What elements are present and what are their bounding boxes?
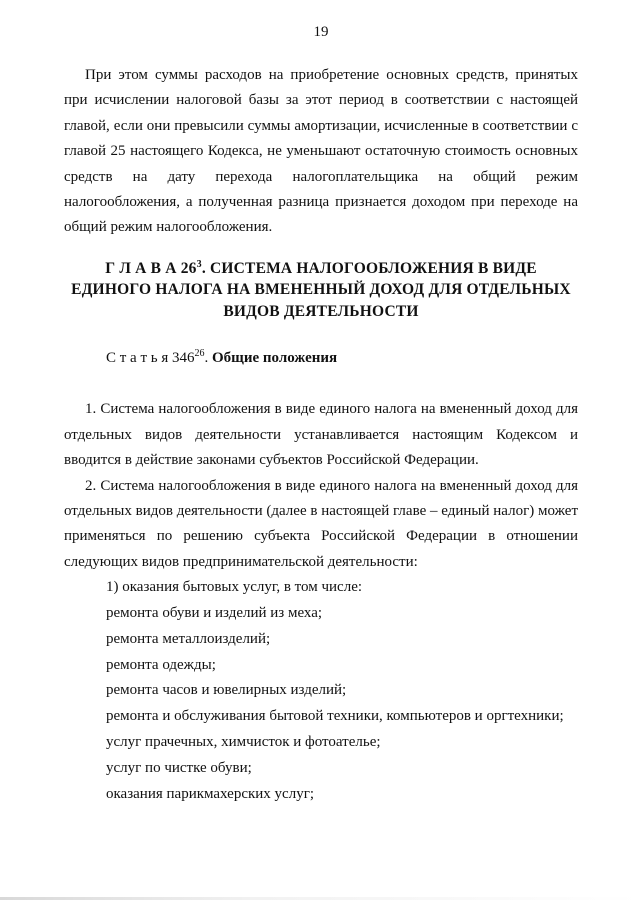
list-item: ремонта часов и ювелирных изделий; <box>106 682 347 699</box>
list-item: ремонта и обслуживания бытовой техники, компьютеров и оргтехники; <box>106 708 564 725</box>
page-number: 19 <box>313 24 329 40</box>
article-title: Общие положения <box>212 350 338 367</box>
article-number-superscript: 26 <box>194 348 205 360</box>
list-item: ремонта металлоизделий; <box>106 630 271 647</box>
article-body <box>64 397 578 807</box>
chapter-title: СИСТЕМА НАЛОГООБЛОЖЕНИЯ В ВИДЕ ЕДИНОГО НАЛОГА НА ВМЕНЕННЫЙ ДОХОД ДЛЯ ОТДЕЛЬНЫХ ВИДОВ ДЕЯТЕЛЬНОСТИ <box>71 259 571 320</box>
chapter-heading <box>64 258 578 323</box>
list-item: оказания парикмахерских услуг; <box>106 785 315 802</box>
article-separator: . <box>204 350 213 367</box>
list-item: услуг по чистке обуви; <box>106 759 252 776</box>
list-item: ремонта одежды; <box>106 656 216 673</box>
article-heading <box>64 346 578 371</box>
list-item: услуг прачечных, химчисток и фотоателье; <box>106 733 381 750</box>
chapter-label: Г Л А В А 26 <box>105 259 197 277</box>
list-item: ремонта обуви и изделий из меха; <box>106 604 323 621</box>
chapter-number-superscript: 3 <box>196 258 202 270</box>
chapter-separator: . <box>201 259 210 277</box>
paragraph-1: 1. Система налогообложения в виде единого налога на вмененный доход для отдельных видов деятельности устанавливается настоящим Кодексом и вводится в действие законами субъектов Российской Федерации. <box>64 401 578 469</box>
intro-paragraph: При этом суммы расходов на приобретение основных средств, принятых при исчислении налоговой базы за этот период в соответствии с настоящей главой, если они превысили суммы амортизации, исчисленные в соответствии с главой 25 настоящего Кодекса, не уменьшают остаточную стоимость основных средств на дату перехода налогоплательщика на общий режим налогообложения, а полученная разница признается доходом при переходе на общий режим налогообложения. <box>64 67 578 236</box>
article-label: С т а т ь я 346 <box>106 350 195 367</box>
paragraph-2: 2. Система налогообложения в виде единого налога на вмененный доход для отдельных видов деятельности (далее в настоящей главе – единый налог) может применяться по решению субъекта Российской Федерации в отношении следующих видов предпринимательской деятельности: <box>64 477 578 570</box>
list-item: 1) оказания бытовых услуг, в том числе: <box>106 579 363 596</box>
